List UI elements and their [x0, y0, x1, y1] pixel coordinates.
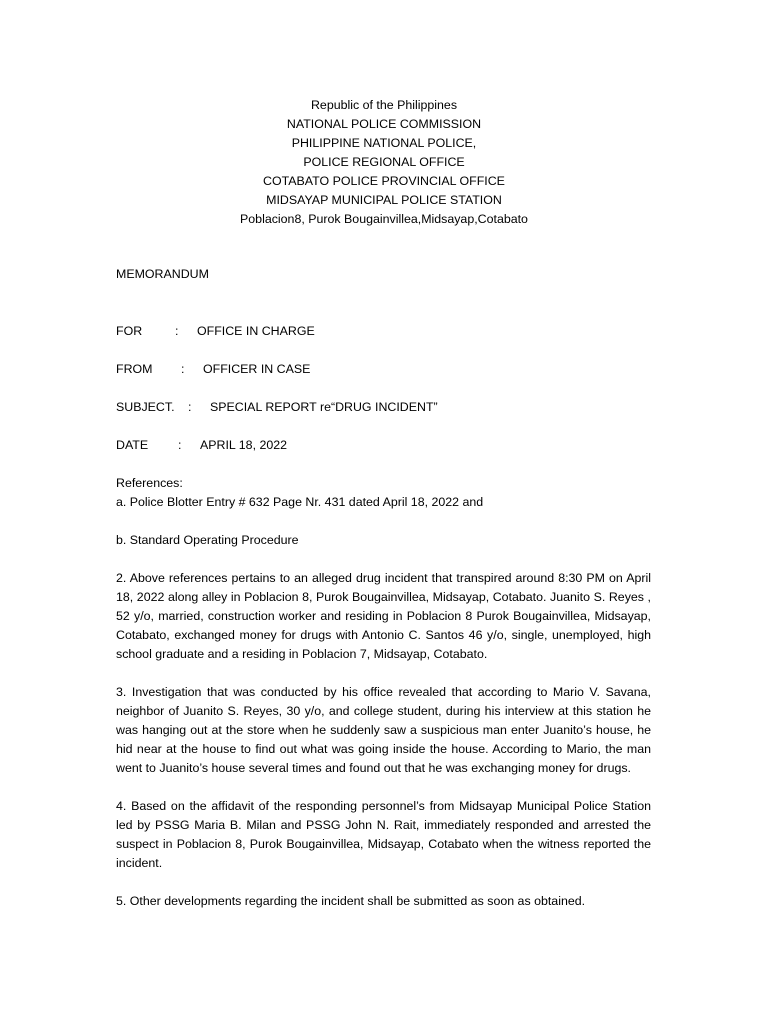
- letterhead-line-pnp: PHILIPPINE NATIONAL POLICE,: [291, 136, 477, 150]
- references-heading: References:: [116, 476, 183, 490]
- letterhead-line-provincial-office: COTABATO POLICE PROVINCIAL OFFICE: [263, 174, 505, 188]
- paragraph-5: 5. Other developments regarding the incident shall be submitted as soon as obtained.: [116, 894, 586, 908]
- memo-field-label: FROM: [116, 362, 153, 376]
- memo-field-label: FOR: [116, 324, 143, 338]
- memo-field-value: OFFICE IN CHARGE: [197, 324, 315, 338]
- letterhead-line-municipal-station: MIDSAYAP MUNICIPAL POLICE STATION: [266, 193, 502, 207]
- memo-field-separator: :: [188, 400, 192, 414]
- letterhead: [0, 96, 768, 229]
- letterhead-line-address: Poblacion8, Purok Bougainvillea,Midsayap,Cotabato: [240, 212, 528, 226]
- memo-field-value: APRIL 18, 2022: [200, 438, 288, 452]
- paragraph-2: 2. Above references pertains to an alleged drug incident that transpired around 8:30 PM on April 18, 2022 along alley in Poblacion 8, Purok Bougainvillea, Midsayap, Cotabato. Juanito S. Reyes , 52 y/o, married, construction worker and residing in Poblacion 8 Purok Bougainvillea, Midsayap, Cotabato, exchanged money for drugs with Antonio C. Santos 46 y/o, single, unemployed, high school graduate and a residing in Poblacion 7, Midsayap, Cotabato.: [116, 571, 651, 661]
- memo-field-separator: :: [175, 324, 179, 338]
- memo-field-value: OFFICER IN CASE: [203, 362, 311, 376]
- memo-field-value: SPECIAL REPORT re“DRUG INCIDENT”: [210, 400, 438, 414]
- letterhead-line-napolcom: NATIONAL POLICE COMMISSION: [286, 117, 482, 131]
- memo-field-label: DATE: [116, 438, 149, 452]
- reference-item-a: a. Police Blotter Entry # 632 Page Nr. 431 dated April 18, 2022 and: [116, 495, 484, 509]
- memo-title: MEMORANDUM: [116, 267, 209, 281]
- paragraph-4: 4. Based on the affidavit of the responding personnel’s from Midsayap Municipal Police Station led by PSSG Maria B. Milan and PSSG John N. Rait, immediately responded and arrested the suspect in Poblacion 8, Purok Bougainvillea, Midsayap, Cotabato when the witness reported the incident.: [116, 799, 651, 870]
- paragraph-3: 3. Investigation that was conducted by his office revealed that according to Mario V. Savana, neighbor of Juanito S. Reyes, 30 y/o, and college student, during his interview at this station he was hanging out at the store when he suddenly saw a suspicious man enter Juanito’s house, he hid near at the house to find out what was going inside the house. According to Mario, the man went to Juanito’s house several times and found out that he was exchanging money for drugs.: [116, 685, 651, 775]
- letterhead-line-regional-office: POLICE REGIONAL OFFICE: [303, 155, 465, 169]
- memo-field-separator: :: [178, 438, 182, 452]
- reference-item-b: b. Standard Operating Procedure: [116, 533, 299, 547]
- memo-field-label: SUBJECT.: [116, 400, 175, 414]
- memo-field-separator: :: [181, 362, 185, 376]
- letterhead-line-republic: Republic of the Philippines: [310, 98, 458, 112]
